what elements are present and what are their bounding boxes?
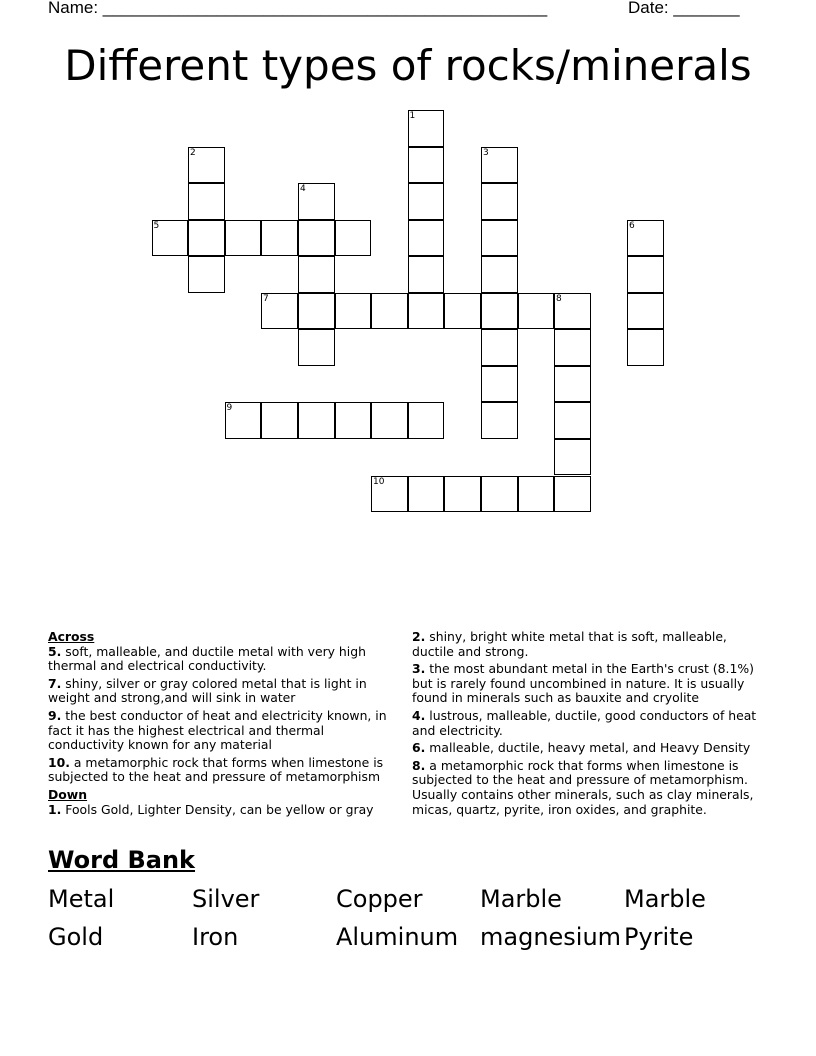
date-field: Date: _______	[628, 0, 740, 17]
clue-down-6	[412, 741, 768, 756]
clues-column-right	[412, 630, 768, 820]
grid-cell[interactable]	[408, 183, 445, 220]
page-title: Different types of rocks/minerals	[64, 41, 752, 90]
grid-cell[interactable]	[261, 402, 298, 439]
grid-cell[interactable]	[408, 402, 445, 439]
grid-cell[interactable]	[481, 329, 518, 366]
grid-cell[interactable]	[261, 220, 298, 257]
grid-cell[interactable]	[408, 110, 445, 147]
grid-cell[interactable]	[335, 402, 372, 439]
grid-cell[interactable]	[335, 220, 372, 257]
grid-cell[interactable]	[298, 293, 335, 330]
grid-cell[interactable]	[627, 329, 664, 366]
clue-down-1	[48, 803, 398, 818]
grid-cell[interactable]	[152, 220, 189, 257]
grid-cell[interactable]	[298, 402, 335, 439]
clue-number: 7.	[48, 675, 62, 691]
word-bank-item: Pyrite	[624, 923, 694, 951]
word-bank-title: Word Bank	[48, 846, 196, 874]
clue-number: 1	[409, 111, 416, 121]
clue-text: Fools Gold, Lighter Density, can be yellow or gray	[61, 801, 374, 817]
grid-cell[interactable]	[481, 220, 518, 257]
grid-cell[interactable]	[188, 147, 225, 184]
clues-column-left	[48, 630, 398, 820]
grid-cell[interactable]	[225, 220, 262, 257]
grid-cell[interactable]	[188, 256, 225, 293]
word-bank-item: Silver	[192, 885, 260, 913]
clue-down-3	[412, 662, 768, 706]
grid-cell[interactable]	[481, 256, 518, 293]
grid-cell[interactable]	[481, 147, 518, 184]
clue-across-7	[48, 677, 398, 706]
grid-cell[interactable]	[554, 402, 591, 439]
grid-cell[interactable]	[298, 256, 335, 293]
grid-cell[interactable]	[408, 147, 445, 184]
grid-cell[interactable]	[518, 476, 555, 513]
clue-text: a metamorphic rock that forms when limestone is subjected to the heat and pressure of metamorphism	[48, 754, 384, 785]
clue-number: 4	[300, 184, 306, 194]
clue-number: 9.	[48, 707, 62, 723]
grid-cell[interactable]	[627, 293, 664, 330]
grid-cell[interactable]	[188, 183, 225, 220]
word-bank-item: Gold	[48, 923, 104, 951]
clue-number: 3	[483, 147, 489, 158]
clue-number: 2	[190, 147, 196, 158]
grid-cell[interactable]	[554, 476, 591, 513]
clue-number: 9	[226, 403, 233, 413]
clue-text: a metamorphic rock that forms when limestone is subjected to the heat and pressure of metamorphism. Usually contains other minerals, such as clay minerals, micas, quartz, pyrite, iron oxides, and graphite.	[412, 757, 754, 817]
clue-text: lustrous, malleable, ductile, good conductors of heat and electricity.	[412, 707, 757, 738]
grid-cell[interactable]	[225, 402, 262, 439]
clue-down-4	[412, 709, 768, 738]
grid-cell[interactable]	[627, 256, 664, 293]
grid-cell[interactable]	[408, 293, 445, 330]
word-bank-item: Metal	[48, 885, 115, 913]
clue-text: shiny, bright white metal that is soft, malleable, ductile and strong.	[412, 629, 727, 659]
grid-cell[interactable]	[518, 293, 555, 330]
clue-number: 1.	[48, 801, 62, 817]
clue-text: soft, malleable, and ductile metal with very high thermal and electrical conductivity.	[48, 643, 366, 674]
clue-number: 4.	[412, 707, 426, 723]
clue-number: 6	[629, 220, 635, 231]
clue-text: malleable, ductile, heavy metal, and Heavy Density	[425, 740, 751, 756]
clue-text: shiny, silver or gray colored metal that is light in weight and strong,and will sink in water	[48, 675, 367, 706]
clue-across-9	[48, 709, 398, 753]
grid-cell[interactable]	[371, 476, 408, 513]
grid-cell[interactable]	[371, 293, 408, 330]
grid-cell[interactable]	[481, 293, 518, 330]
clue-number: 6.	[412, 740, 426, 756]
word-bank-item: magnesium	[480, 923, 622, 951]
grid-cell[interactable]	[481, 366, 518, 403]
grid-cell[interactable]	[627, 220, 664, 257]
down-heading: Down	[48, 786, 88, 802]
clue-number: 3.	[412, 661, 426, 677]
word-bank-item: Iron	[192, 923, 239, 951]
clue-text: the most abundant metal in the Earth's crust (8.1%) but is rarely found uncombined in nature. It is usually found in minerals such as bauxite and cryolite	[412, 661, 754, 706]
grid-cell[interactable]	[554, 366, 591, 403]
grid-cell[interactable]	[481, 402, 518, 439]
grid-cell[interactable]	[408, 476, 445, 513]
clue-number: 10.	[48, 754, 70, 770]
clue-number: 8	[556, 293, 562, 304]
grid-cell[interactable]	[444, 293, 481, 330]
clue-number: 8.	[412, 757, 426, 773]
name-field: Name: _______________________________________________	[48, 0, 548, 17]
clue-across-5	[48, 645, 398, 674]
clue-number: 5	[153, 220, 160, 231]
clue-number: 10	[373, 476, 385, 487]
clue-down-8	[412, 759, 768, 817]
grid-cell[interactable]	[481, 183, 518, 220]
word-bank-item: Marble	[624, 885, 706, 913]
grid-cell[interactable]	[371, 402, 408, 439]
clue-number: 2.	[412, 629, 426, 644]
grid-cell[interactable]	[554, 329, 591, 366]
grid-cell[interactable]	[298, 183, 335, 220]
grid-cell[interactable]	[481, 476, 518, 513]
grid-cell[interactable]	[554, 293, 591, 330]
grid-cell[interactable]	[298, 329, 335, 366]
clue-number: 7	[263, 293, 269, 304]
clue-down-2	[412, 630, 768, 659]
grid-cell[interactable]	[408, 220, 445, 257]
clue-across-10	[48, 756, 398, 785]
word-bank-item: Copper	[336, 885, 423, 913]
clue-number: 5.	[48, 643, 62, 659]
grid-cell[interactable]	[188, 220, 225, 257]
across-heading: Across	[48, 629, 95, 644]
word-bank-item: Aluminum	[336, 923, 459, 951]
grid-cell[interactable]	[261, 293, 298, 330]
grid-cell[interactable]	[444, 476, 481, 513]
grid-cell[interactable]	[408, 256, 445, 293]
grid-cell[interactable]	[298, 220, 335, 257]
grid-cell[interactable]	[335, 293, 372, 330]
grid-cell[interactable]	[554, 439, 591, 476]
word-bank-item: Marble	[480, 885, 562, 913]
clue-text: the best conductor of heat and electricity known, in fact it has the highest electrical and thermal conductivity known for any material	[48, 707, 387, 753]
word-bank	[48, 882, 768, 954]
